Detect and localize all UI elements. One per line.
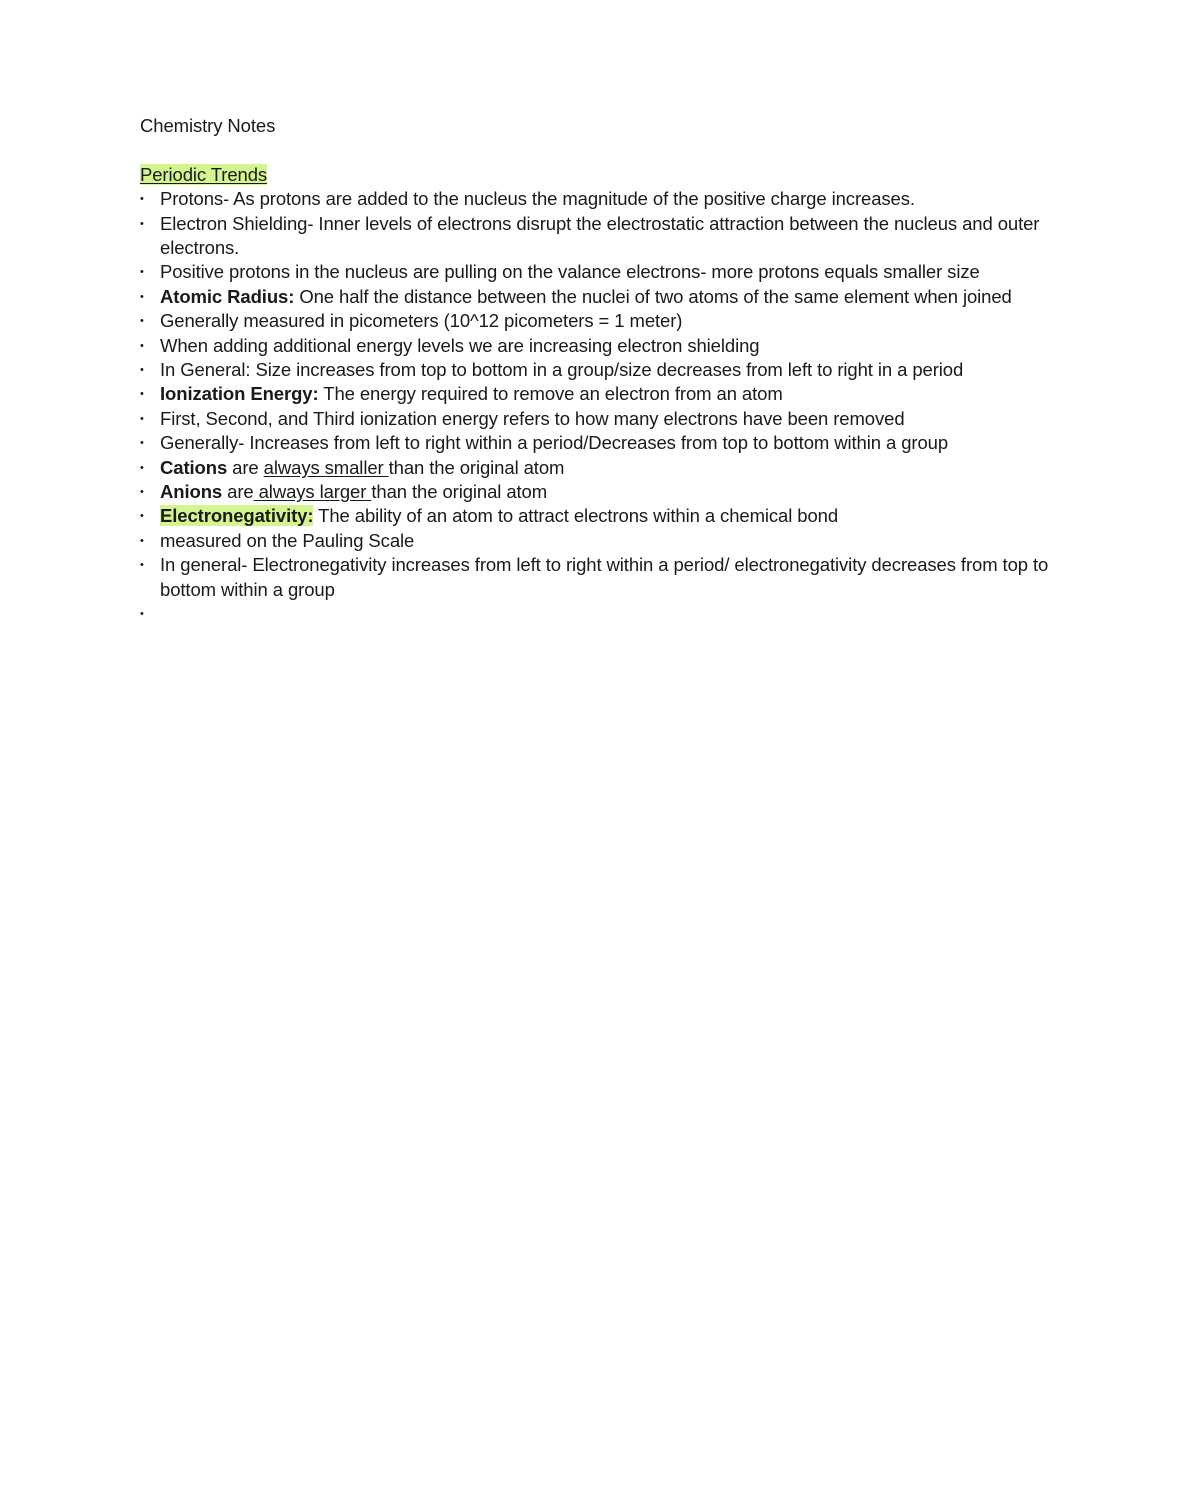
list-item [140, 456, 1070, 480]
bullet-icon: • [140, 608, 144, 621]
bullet-icon: • [140, 266, 144, 279]
list-item [140, 431, 1070, 455]
list-item [140, 358, 1070, 382]
item-text: Generally- Increases from left to right within a period/Decreases from top to bottom within a group [160, 432, 949, 454]
bullet-icon: • [140, 486, 144, 499]
item-text: than the original atom [371, 481, 548, 503]
item-underlined: always larger [253, 481, 372, 503]
list-item [140, 285, 1070, 309]
item-text: One half the distance between the nuclei of two atoms of the same element when joined [294, 285, 1012, 307]
item-text: The ability of an atom to attract electrons within a chemical bond [313, 505, 839, 527]
item-text: Generally measured in picometers (10^12 picometers = 1 meter) [160, 310, 683, 332]
item-term: Anions [160, 481, 223, 503]
list-item [140, 480, 1070, 504]
list-item [140, 382, 1070, 406]
item-text: First, Second, and Third ionization energy refers to how many electrons have been removed [160, 407, 905, 429]
list-item [140, 260, 1070, 284]
document-title: Chemistry Notes [140, 115, 276, 136]
bullet-icon: • [140, 534, 144, 547]
list-item [140, 187, 1070, 211]
item-text: are [222, 481, 254, 503]
bullet-icon: • [140, 193, 144, 206]
bullet-icon: • [140, 339, 144, 352]
list-item [140, 212, 1070, 261]
bullet-icon: • [140, 315, 144, 328]
bullet-icon: • [140, 510, 144, 523]
item-text: The energy required to remove an electron from an atom [318, 383, 783, 405]
item-text: Protons- As protons are added to the nucleus the magnitude of the positive charge increases. [160, 188, 915, 210]
document-content [140, 114, 1070, 627]
bullet-icon: • [140, 364, 144, 377]
bullet-icon: • [140, 461, 144, 474]
list-item [140, 602, 1070, 626]
notes-list [140, 187, 1070, 626]
item-text: are [227, 456, 264, 478]
list-item [140, 529, 1070, 553]
section-heading-text: Periodic Trends [140, 163, 268, 185]
item-text: In General: Size increases from top to bottom in a group/size decreases from left to right in a period [160, 359, 964, 381]
item-term: Electronegativity: [160, 505, 314, 527]
bullet-icon: • [140, 412, 144, 425]
item-underlined: always smaller [263, 456, 389, 478]
bullet-icon: • [140, 290, 144, 303]
item-term: Atomic Radius: [160, 285, 295, 307]
item-text: than the original atom [388, 456, 565, 478]
blank-line [140, 138, 1070, 162]
bullet-icon: • [140, 217, 144, 230]
item-text: In general- Electronegativity increases from left to right within a period/ electronegativity decreases from top to bottom within a group [160, 554, 1049, 600]
bullet-icon: • [140, 559, 144, 572]
item-term: Cations [160, 456, 228, 478]
list-item [140, 334, 1070, 358]
item-text: Electron Shielding- Inner levels of electrons disrupt the electrostatic attraction between the nucleus and outer electrons. [160, 212, 1040, 259]
section-heading [140, 163, 1070, 187]
list-item [140, 407, 1070, 431]
item-text: measured on the Pauling Scale [160, 529, 415, 551]
bullet-icon: • [140, 437, 144, 450]
item-text: When adding additional energy levels we are increasing electron shielding [160, 334, 760, 356]
list-item [140, 309, 1070, 333]
list-item [140, 504, 1070, 528]
item-term: Ionization Energy: [160, 383, 319, 405]
list-item [140, 553, 1070, 602]
item-text: Positive protons in the nucleus are pulling on the valance electrons- more protons equals smaller size [160, 261, 980, 283]
bullet-icon: • [140, 388, 144, 401]
